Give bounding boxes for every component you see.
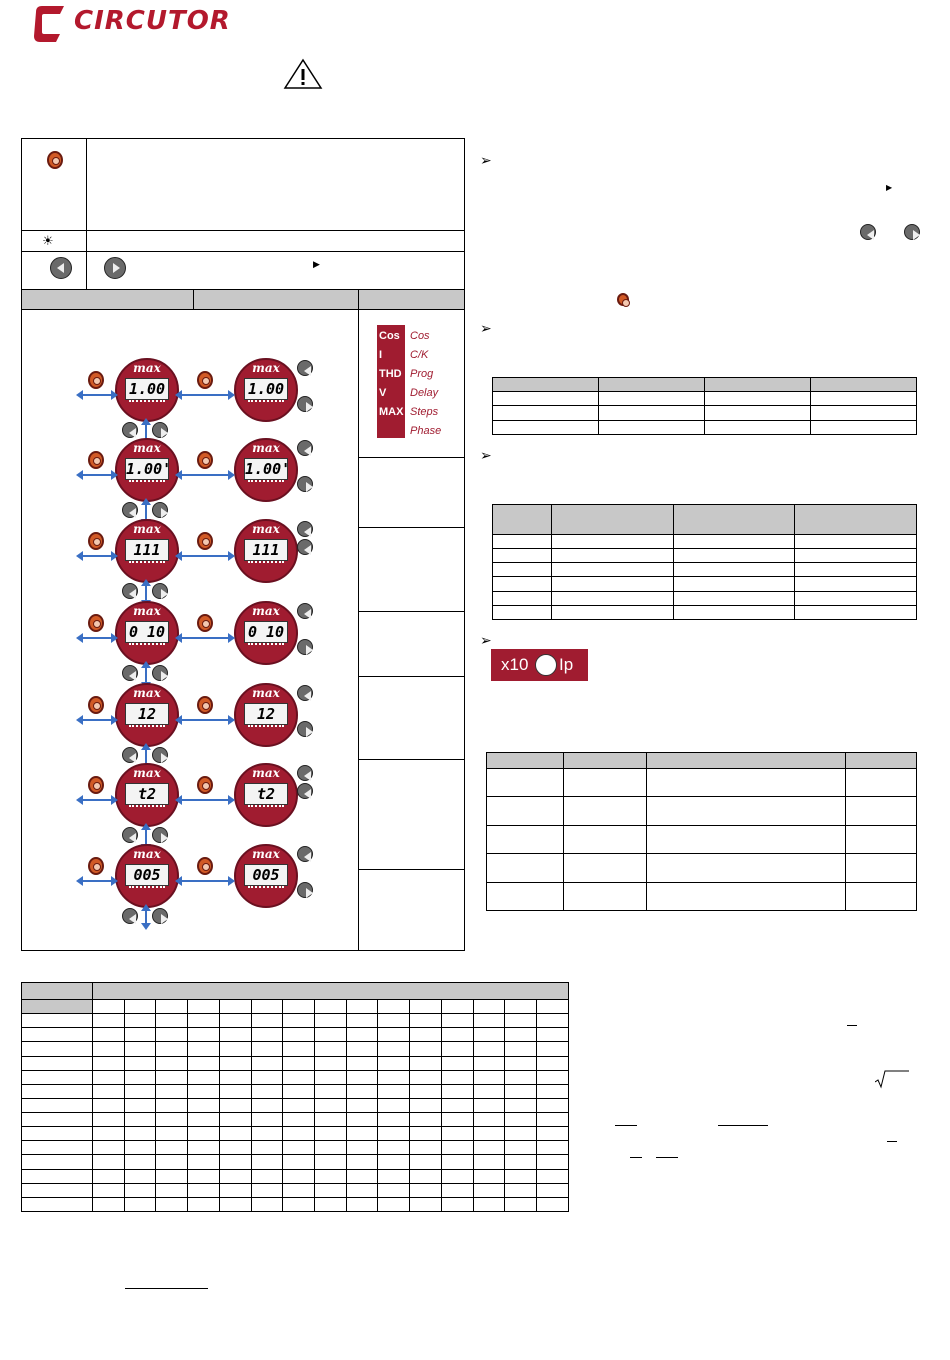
double-arrow-icon (82, 799, 112, 801)
setup-button-icon (197, 451, 213, 469)
lcd-value: 005 (125, 864, 169, 886)
double-arrow-icon (181, 880, 229, 882)
right-key-icon (297, 882, 313, 898)
right-key-icon (152, 827, 168, 843)
right-key-icon (152, 583, 168, 599)
parameter-legend (377, 325, 447, 438)
lcd-value: 0 10 (244, 621, 288, 643)
left-key-icon (122, 665, 138, 681)
device-display-left (115, 438, 179, 502)
setup-button-icon (617, 293, 629, 306)
device-model-label: max (133, 686, 161, 700)
setup-button-icon (88, 532, 104, 550)
right-key-icon (152, 502, 168, 518)
right-key-icon (152, 422, 168, 438)
device-model-label: max (133, 361, 161, 375)
double-arrow-icon (82, 719, 112, 721)
left-key-icon (297, 685, 313, 701)
left-key-icon (297, 360, 313, 376)
setup-button-icon (47, 151, 63, 169)
fraction-line (847, 1025, 857, 1026)
right-key-icon (152, 665, 168, 681)
setup-button-icon (88, 776, 104, 794)
table-large (486, 752, 917, 911)
setup-button-icon (88, 451, 104, 469)
setup-button-icon (197, 371, 213, 389)
lcd-value: 0 10 (125, 621, 169, 643)
left-key-icon (297, 440, 313, 456)
lcd-value: 111 (244, 539, 288, 561)
brand-name: CIRCUTOR (74, 6, 231, 36)
legend-right-item: Phase (410, 425, 442, 437)
legend-right-item: Delay (410, 387, 439, 399)
table-small (492, 377, 917, 435)
double-arrow-icon (82, 394, 112, 396)
lcd-value: 1.00 (244, 378, 288, 400)
setup-button-icon (197, 696, 213, 714)
right-key-icon (297, 721, 313, 737)
left-key-icon (297, 846, 313, 862)
device-model-label: max (133, 522, 161, 536)
device-model-label: max (252, 686, 280, 700)
double-arrow-icon (145, 504, 147, 520)
fraction-line (718, 1125, 768, 1126)
device-display-right (234, 601, 298, 665)
legend-right-item: Prog (410, 368, 434, 380)
right-key-icon (297, 476, 313, 492)
left-key-icon (297, 765, 313, 781)
double-arrow-icon (181, 474, 229, 476)
left-key-icon (122, 583, 138, 599)
lcd-value: 1.00' (126, 460, 172, 478)
setup-button-icon (197, 776, 213, 794)
fraction-line (125, 1288, 208, 1289)
x10-ip-badge (491, 649, 588, 681)
fraction-line (630, 1157, 642, 1158)
legend-left-item: Cos (379, 330, 400, 342)
right-key-icon (904, 224, 920, 240)
fraction-line (656, 1157, 678, 1158)
right-key-icon (297, 396, 313, 412)
lcd-value: 1.00 (125, 378, 169, 400)
left-key-icon (122, 747, 138, 763)
setup-button-icon (88, 857, 104, 875)
setup-button-icon (197, 532, 213, 550)
device-display-left (115, 601, 179, 665)
fraction-line (887, 1141, 897, 1142)
double-arrow-icon (181, 637, 229, 639)
lcd-value: t2 (125, 783, 169, 805)
left-key-icon (122, 422, 138, 438)
device-display-right (234, 438, 298, 502)
double-arrow-icon (145, 585, 147, 601)
double-arrow-icon (181, 799, 229, 801)
device-model-label: max (252, 766, 280, 780)
bullet-arrow-icon: ➢ (480, 632, 492, 648)
double-arrow-icon (181, 394, 229, 396)
legend-right-item: Cos (410, 330, 430, 342)
lcd-value: 12 (244, 703, 288, 725)
left-key-icon (122, 827, 138, 843)
double-arrow-icon (181, 555, 229, 557)
bullet-arrow-icon: ➢ (480, 447, 492, 463)
left-key-icon (297, 783, 313, 799)
right-key-icon (152, 908, 168, 924)
table-medium (492, 504, 917, 620)
device-model-label: max (252, 361, 280, 375)
double-arrow-icon (145, 829, 147, 845)
bottom-table (21, 982, 569, 1212)
left-key-icon (297, 539, 313, 555)
lcd-value: 111 (125, 539, 169, 561)
device-display-right (234, 519, 298, 583)
device-model-label: max (252, 441, 280, 455)
warning-triangle-icon (283, 58, 323, 95)
device-model-label: max (252, 604, 280, 618)
device-display-right (234, 358, 298, 422)
device-display-right (234, 683, 298, 747)
double-arrow-icon (82, 637, 112, 639)
ip-label: Ip (559, 655, 574, 674)
play-arrow-icon: ▶ (313, 259, 320, 269)
setup-button-icon (197, 614, 213, 632)
device-display-right (234, 763, 298, 827)
device-model-label: max (133, 604, 161, 618)
setup-button-icon (88, 614, 104, 632)
device-model-label: max (133, 441, 161, 455)
double-arrow-icon (82, 555, 112, 557)
device-model-label: max (252, 522, 280, 536)
circle-icon (535, 654, 557, 676)
double-arrow-icon (82, 880, 112, 882)
setup-button-icon (88, 696, 104, 714)
device-model-label: max (133, 847, 161, 861)
device-model-label: max (133, 766, 161, 780)
left-key-icon (860, 224, 876, 240)
legend-left-item: V (379, 387, 387, 399)
device-display-left (115, 844, 179, 908)
lcd-value: 005 (244, 864, 288, 886)
device-display-left (115, 763, 179, 827)
play-arrow-icon: ▶ (886, 183, 893, 192)
device-display-right (234, 844, 298, 908)
right-key-icon (297, 639, 313, 655)
left-key-icon (297, 521, 313, 537)
legend-left-item: MAX (379, 406, 404, 418)
lcd-value: t2 (244, 783, 288, 805)
double-arrow-icon (145, 910, 147, 924)
right-key-icon (104, 257, 126, 279)
left-key-icon (122, 908, 138, 924)
legend-right-item: Steps (410, 406, 439, 418)
legend-left-item: THD (379, 368, 402, 380)
left-key-icon (122, 502, 138, 518)
device-display-left (115, 519, 179, 583)
double-arrow-icon (145, 667, 147, 683)
lcd-value: 1.00' (245, 460, 291, 478)
legend-left-item: I (379, 349, 383, 361)
right-key-icon (152, 747, 168, 763)
x10-label: x10 (501, 655, 529, 674)
double-arrow-icon (181, 719, 229, 721)
left-key-icon (297, 603, 313, 619)
double-arrow-icon (82, 474, 112, 476)
device-display-left (115, 683, 179, 747)
legend-right-item: C/K (410, 349, 429, 361)
setup-button-icon (88, 371, 104, 389)
bullet-arrow-icon: ➢ (480, 320, 492, 336)
fraction-line (615, 1125, 637, 1126)
lcd-value: 12 (125, 703, 169, 725)
bullet-arrow-icon: ➢ (480, 152, 492, 168)
sqrt-icon (875, 1069, 909, 1089)
setup-button-icon (197, 857, 213, 875)
blinking-icon: ☀ (42, 233, 54, 248)
device-display-left (115, 358, 179, 422)
device-model-label: max (252, 847, 280, 861)
